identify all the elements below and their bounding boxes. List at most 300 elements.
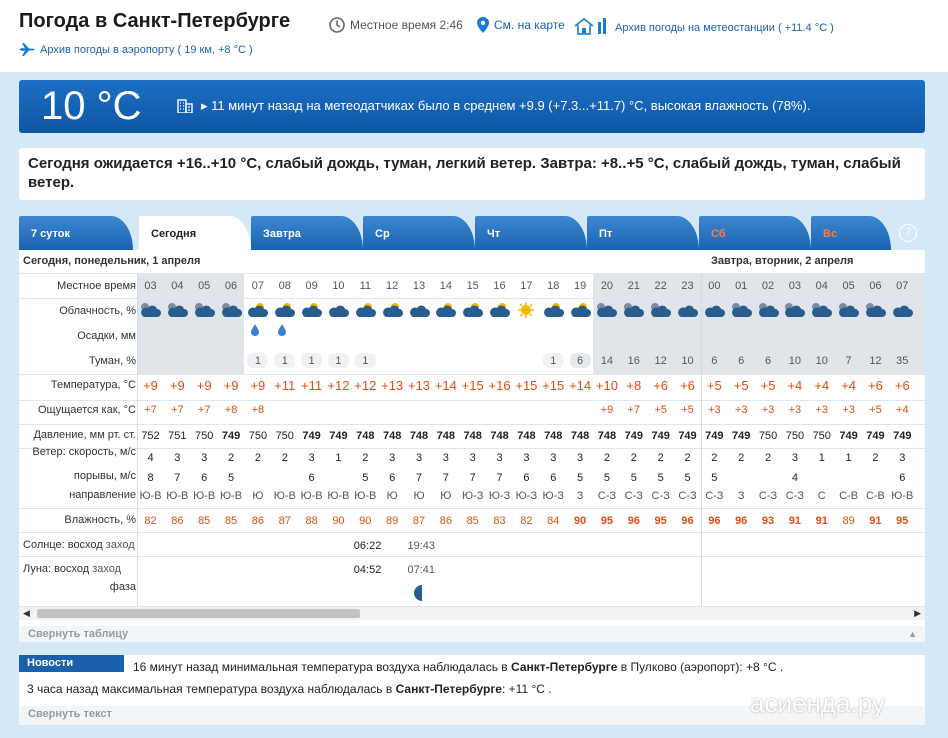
moon-label: Луна: восход заход <box>23 563 122 575</box>
humidity-cell: 89 <box>386 515 399 527</box>
clock-icon <box>329 17 345 33</box>
news-line-2: 3 часа назад максимальная температура воздуха наблюдалась в Санкт-Петербурге: +11 °C . <box>27 682 552 696</box>
wind-cell: 2 <box>657 452 664 464</box>
fog-cell: 12 <box>869 355 882 367</box>
fog-cell: 1 <box>550 355 557 367</box>
direction-cell: С-З <box>597 490 617 502</box>
pressure-cell: 749 <box>624 430 643 442</box>
temp-cell: +15 <box>515 378 538 393</box>
hours-cell: 00 <box>708 280 721 292</box>
gusts-cell: 5 <box>657 472 664 484</box>
direction-cell: Ю-В <box>193 490 216 502</box>
humidity-cell: 86 <box>171 515 184 527</box>
humidity-cell: 96 <box>681 515 694 527</box>
gusts-cell: 5 <box>603 472 610 484</box>
cloud-icon <box>703 301 727 322</box>
gusts-cell: 4 <box>791 472 798 484</box>
direction-cell: Ю-В <box>273 490 296 502</box>
humidity-cell: 93 <box>761 515 775 527</box>
day-tabs <box>19 216 925 250</box>
wind-cell: 3 <box>523 452 530 464</box>
pressure-cell: 750 <box>812 430 831 442</box>
temp-cell: +12 <box>327 378 350 393</box>
row-label-feels: Ощущается как, °C <box>37 404 136 416</box>
tab-1[interactable]: Сегодня <box>139 216 251 251</box>
wind-cell: 3 <box>577 452 584 464</box>
humidity-cell: 96 <box>627 515 640 527</box>
pressure-cell: 749 <box>866 430 885 442</box>
wind-cell: 1 <box>818 452 825 464</box>
fog-cell: 1 <box>362 355 369 367</box>
hours-cell: 17 <box>520 280 533 292</box>
fog-cell: 1 <box>335 355 342 367</box>
direction-cell: Ю-З <box>488 490 511 502</box>
wind-cell: 2 <box>281 452 288 464</box>
direction-cell: Ю-В <box>354 490 377 502</box>
cloud-icon <box>542 301 566 322</box>
pressure-cell: 749 <box>329 430 348 442</box>
gusts-cell: 6 <box>201 472 208 484</box>
wind-cell: 3 <box>415 452 423 464</box>
tab-0[interactable]: 7 суток <box>19 216 133 250</box>
feels-cell: +3 <box>842 404 855 416</box>
feels-cell: +3 <box>708 404 721 416</box>
pressure-cell: 750 <box>785 430 805 442</box>
temp-cell: +11 <box>274 378 296 393</box>
wind-cell: 2 <box>684 452 691 464</box>
wind-cell: 2 <box>711 452 718 464</box>
wind-cell: 2 <box>872 452 879 464</box>
direction-cell: З <box>576 490 584 502</box>
header <box>0 0 948 72</box>
gusts-cell: 5 <box>227 472 235 484</box>
hours-cell: 03 <box>144 280 157 292</box>
direction-cell: С-В <box>865 490 885 502</box>
cloud-icon <box>837 301 861 322</box>
humidity-cell: 96 <box>735 515 748 527</box>
humidity-cell: 90 <box>332 515 345 527</box>
hours-cell: 12 <box>386 280 399 292</box>
hours-cell: 04 <box>815 280 828 292</box>
direction-cell: С-З <box>651 490 670 502</box>
horizontal-scrollbar[interactable] <box>19 606 925 620</box>
row-label-direction: направление <box>69 489 136 501</box>
feels-cell: +9 <box>600 404 614 416</box>
tab-2[interactable]: Завтра <box>251 216 363 250</box>
fog-cell: 12 <box>654 355 667 367</box>
temp-cell: +9 <box>223 378 239 393</box>
direction-cell: Ю <box>413 490 425 502</box>
pressure-cell: 748 <box>409 430 429 442</box>
plane-icon <box>19 43 35 56</box>
pressure-cell: 748 <box>463 430 482 442</box>
news-badge: Новости погоды <box>19 655 124 672</box>
sun-label: Солнце: восход заход <box>23 539 135 551</box>
row-label-gusts: порывы, м/с <box>73 470 136 482</box>
humidity-cell: 87 <box>412 515 426 527</box>
moon-phase-icon <box>412 584 428 605</box>
fog-cell: 1 <box>254 355 261 367</box>
humidity-cell: 86 <box>439 515 452 527</box>
fog-cell: 10 <box>681 355 694 367</box>
pressure-cell: 748 <box>490 430 509 442</box>
direction-cell: С-З <box>624 490 643 502</box>
pressure-cell: 748 <box>382 430 402 442</box>
hours-cell: 19 <box>573 280 587 292</box>
humidity-cell: 90 <box>359 515 372 527</box>
grid-line <box>19 424 925 425</box>
cloud-icon <box>354 301 378 322</box>
humidity-cell: 87 <box>278 515 291 527</box>
temp-cell: +13 <box>381 378 404 393</box>
feels-cell: +7 <box>197 404 211 416</box>
wind-cell: 3 <box>201 452 208 464</box>
hours-cell: 09 <box>305 280 318 292</box>
grid-line <box>19 606 925 607</box>
gusts-cell: 6 <box>308 472 315 484</box>
cloud-icon <box>408 301 432 322</box>
tab-4[interactable]: Чт <box>475 216 587 250</box>
pressure-cell: 748 <box>436 430 456 442</box>
temp-cell: +5 <box>733 378 749 393</box>
hours-cell: 13 <box>412 280 426 292</box>
fog-cell: 16 <box>627 355 640 367</box>
help-icon[interactable]: ? <box>899 224 917 242</box>
cloud-icon <box>327 301 351 322</box>
pressure-cell: 749 <box>893 430 912 442</box>
scroll-thumb[interactable] <box>37 609 360 618</box>
temp-cell: +5 <box>760 378 776 393</box>
row-label-fog: Туман, % <box>88 355 136 367</box>
humidity-cell: 91 <box>869 515 882 527</box>
humidity-cell: 95 <box>896 515 909 527</box>
fog-cell: 1 <box>308 355 315 367</box>
tab-7[interactable]: Вс <box>811 216 891 250</box>
pressure-cell: 750 <box>195 430 214 442</box>
hours-cell: 21 <box>627 280 640 292</box>
humidity-cell: 90 <box>573 515 587 527</box>
humidity-cell: 82 <box>520 515 533 527</box>
direction-cell: Ю-З <box>515 490 538 502</box>
wind-cell: 3 <box>174 452 181 464</box>
hours-cell: 01 <box>735 280 748 292</box>
direction-cell: С-З <box>678 490 697 502</box>
cloud-icon <box>622 301 646 322</box>
cloud-icon <box>193 301 217 322</box>
grid-line <box>19 400 925 401</box>
forecast-summary: Сегодня ожидается +16..+10 °C, слабый дождь, туман, легкий ветер. Завтра: +8..+5 °C, слабый дождь, туман, слабый ветер. <box>19 148 925 200</box>
temp-cell: +4 <box>841 378 856 393</box>
humidity-cell: 88 <box>305 515 318 527</box>
direction-cell: С <box>817 490 826 502</box>
hours-cell: 07 <box>896 280 909 292</box>
cloud-icon <box>810 301 834 322</box>
humidity-cell: 95 <box>600 515 614 527</box>
temp-cell: +4 <box>814 378 830 393</box>
pressure-cell: 748 <box>517 430 536 442</box>
gusts-cell: 6 <box>389 472 396 484</box>
humidity-cell: 83 <box>493 515 506 527</box>
grid-line <box>19 532 925 533</box>
temp-cell: +14 <box>569 378 592 393</box>
row-label-humidity: Влажность, % <box>64 514 136 526</box>
humidity-cell: 85 <box>198 515 211 527</box>
direction-cell: Ю <box>386 490 398 502</box>
current-temperature: 10 °C <box>41 84 142 128</box>
humidity-cell: 86 <box>251 515 265 527</box>
map-link[interactable]: См. на карте <box>477 17 565 33</box>
temp-cell: +9 <box>250 378 266 393</box>
wind-cell: 2 <box>362 452 369 464</box>
cloud-icon <box>891 301 915 322</box>
temp-cell: +4 <box>787 378 803 393</box>
feels-cell: +5 <box>681 404 694 416</box>
current-weather-box <box>19 80 925 133</box>
local-time: Местное время 2:46 <box>329 17 463 33</box>
wind-cell: 3 <box>308 452 315 464</box>
gusts-cell: 7 <box>442 472 449 484</box>
temp-cell: +8 <box>626 378 642 393</box>
feels-cell: +4 <box>896 404 909 416</box>
cloud-icon <box>864 301 888 322</box>
pressure-cell: 749 <box>705 430 724 442</box>
feels-cell: +7 <box>171 404 184 416</box>
cloud-icon <box>515 301 537 322</box>
sunset-time: 19:43 <box>407 540 436 552</box>
feels-cell: +3 <box>815 404 829 416</box>
pressure-cell: 750 <box>248 430 268 442</box>
hours-cell: 10 <box>332 280 345 292</box>
pressure-cell: 748 <box>570 430 590 442</box>
hours-cell: 14 <box>439 280 452 292</box>
gusts-cell: 6 <box>899 472 906 484</box>
direction-cell: Ю-З <box>461 490 484 502</box>
gusts-cell: 5 <box>684 472 691 484</box>
cloud-icon <box>461 301 485 322</box>
gusts-cell: 7 <box>469 472 476 484</box>
temp-cell: +6 <box>653 378 669 393</box>
moonset-time: 07:41 <box>407 564 436 576</box>
temp-cell: +9 <box>169 378 185 393</box>
fog-cell: 6 <box>738 355 745 367</box>
direction-cell: Ю <box>440 490 452 502</box>
cloud-icon <box>730 301 754 322</box>
hours-cell: 22 <box>654 280 667 292</box>
wind-cell: 3 <box>442 452 449 464</box>
pressure-cell: 750 <box>758 430 778 442</box>
row-label-temp: Температура, °C <box>50 379 136 391</box>
humidity-cell: 85 <box>466 515 479 527</box>
pressure-cell: 749 <box>651 430 670 442</box>
hours-cell: 03 <box>788 280 802 292</box>
direction-cell: Ю-В <box>139 490 162 502</box>
temp-cell: +9 <box>143 378 158 393</box>
hours-cell: 08 <box>278 280 291 292</box>
row-label-precip: Осадки, мм <box>77 330 136 342</box>
pressure-cell: 748 <box>597 430 617 442</box>
cloud-icon <box>595 301 619 322</box>
row-label-time: Местное время <box>57 280 136 292</box>
news-line-1: 16 минут назад минимальная температура воздуха наблюдалась в Санкт-Петербурге в Пулково (аэропорт): +8 °C . <box>133 660 784 674</box>
pressure-cell: 749 <box>732 430 751 442</box>
wind-cell: 3 <box>550 452 557 464</box>
hours-cell: 18 <box>547 280 560 292</box>
gusts-cell: 5 <box>577 472 584 484</box>
wind-cell: 2 <box>254 452 261 464</box>
grid-line <box>19 298 925 299</box>
humidity-cell: 96 <box>708 515 721 527</box>
temp-cell: +13 <box>407 378 431 393</box>
fog-cell: 6 <box>764 355 772 367</box>
scroll-left-icon[interactable]: ◀ <box>23 608 30 618</box>
grid-line <box>19 508 925 509</box>
wind-cell: 3 <box>899 452 906 464</box>
pressure-cell: 752 <box>141 430 160 442</box>
direction-cell: С-В <box>839 490 859 502</box>
row-label-pressure: Давление, мм рт. ст. <box>33 429 136 441</box>
day-header-tomorrow: Завтра, вторник, 2 апреля <box>711 255 854 267</box>
feels-cell: +3 <box>734 404 748 416</box>
moonrise-time: 04:52 <box>353 564 382 576</box>
gusts-cell: 5 <box>711 472 718 484</box>
cloud-icon <box>273 301 297 322</box>
hours-cell: 05 <box>842 280 855 292</box>
direction-cell: Ю-В <box>891 490 914 502</box>
scroll-right-icon[interactable]: ▶ <box>914 608 921 618</box>
cloud-icon <box>220 301 244 322</box>
gusts-cell: 6 <box>523 472 530 484</box>
cloud-icon <box>488 301 512 322</box>
wind-cell: 2 <box>630 452 637 464</box>
humidity-cell: 95 <box>654 515 667 527</box>
station-icon <box>574 17 610 35</box>
fog-cell: 35 <box>896 355 909 367</box>
gusts-cell: 7 <box>415 472 423 484</box>
hours-cell: 06 <box>224 280 238 292</box>
temp-cell: +10 <box>595 378 618 393</box>
hours-cell: 05 <box>198 280 211 292</box>
rain-icon <box>250 324 260 339</box>
cloud-icon <box>166 301 190 322</box>
wind-cell: 3 <box>469 452 476 464</box>
direction-cell: С-З <box>785 490 805 502</box>
direction-cell: С-З <box>705 490 724 502</box>
fog-cell: 1 <box>281 355 288 367</box>
wind-cell: 4 <box>147 452 154 464</box>
hours-cell: 07 <box>251 280 265 292</box>
temp-cell: +12 <box>354 378 377 393</box>
hours-cell: 23 <box>681 280 694 292</box>
temp-cell: +6 <box>894 378 910 393</box>
fog-cell: 7 <box>845 355 852 367</box>
row-label-wind_speed: Ветер: скорость, м/с <box>32 446 136 458</box>
feels-cell: +7 <box>627 404 641 416</box>
hourly-forecast-table <box>19 250 925 626</box>
feels-cell: +8 <box>224 404 238 416</box>
wind-cell: 1 <box>335 452 342 464</box>
gusts-cell: 7 <box>496 472 503 484</box>
cloud-icon <box>783 301 807 322</box>
pressure-cell: 748 <box>544 430 563 442</box>
collapse-table-button[interactable]: Свернуть таблицу ▲ <box>19 626 925 642</box>
direction-cell: Ю <box>252 490 264 502</box>
airport-archive-link[interactable]: Архив погоды в аэропорту ( 19 км, +8 °C ) <box>19 43 253 56</box>
feels-cell: +5 <box>869 404 882 416</box>
tab-5[interactable]: Пт <box>587 216 699 250</box>
pressure-cell: 749 <box>302 430 321 442</box>
pressure-cell: 748 <box>356 430 375 442</box>
temp-cell: +9 <box>196 378 212 393</box>
rain-icon <box>277 324 287 339</box>
fog-cell: 6 <box>711 355 718 367</box>
temp-cell: +14 <box>434 378 457 393</box>
station-archive-link[interactable]: Архив погоды на метеостанции ( +11.4 °C ) <box>574 17 834 35</box>
cloud-icon <box>649 301 673 322</box>
wind-cell: 2 <box>227 452 235 464</box>
cloud-icon <box>246 301 270 322</box>
fog-cell: 6 <box>577 355 584 367</box>
hours-cell: 11 <box>359 280 371 292</box>
temp-cell: +5 <box>706 378 722 393</box>
wind-cell: 3 <box>496 452 503 464</box>
temp-cell: +16 <box>488 378 511 393</box>
hours-cell: 06 <box>869 280 882 292</box>
row-label-cloud: Облачность, % <box>59 305 136 317</box>
temp-cell: +11 <box>301 378 323 393</box>
cloud-icon <box>434 301 458 322</box>
grid-line <box>19 374 925 375</box>
direction-cell: С-З <box>758 490 778 502</box>
temp-cell: +6 <box>868 378 883 393</box>
tab-6[interactable]: Сб <box>699 216 811 250</box>
temp-cell: +15 <box>461 378 484 393</box>
temp-cell: +15 <box>542 378 565 393</box>
feels-cell: +8 <box>251 404 265 416</box>
tab-3[interactable]: Ср <box>363 216 475 250</box>
humidity-cell: 91 <box>788 515 802 527</box>
feels-cell: +5 <box>654 404 667 416</box>
pressure-cell: 749 <box>839 430 858 442</box>
gusts-cell: 8 <box>147 472 154 484</box>
grid-line <box>19 448 925 449</box>
wind-cell: 2 <box>764 452 772 464</box>
hours-cell: 20 <box>600 280 614 292</box>
grid-line <box>19 273 925 274</box>
direction-cell: Ю-В <box>166 490 189 502</box>
collapse-text-button[interactable]: Свернуть текст <box>19 706 925 725</box>
humidity-cell: 91 <box>815 515 828 527</box>
humidity-cell: 82 <box>144 515 157 527</box>
cloud-icon <box>381 301 405 322</box>
gusts-cell: 7 <box>174 472 181 484</box>
cloud-icon <box>569 301 593 322</box>
direction-cell: З <box>737 490 745 502</box>
map-pin-icon <box>477 17 489 33</box>
hours-cell: 04 <box>171 280 184 292</box>
wind-cell: 3 <box>791 452 798 464</box>
day-header-today: Сегодня, понедельник, 1 апреля <box>23 255 201 267</box>
pressure-cell: 749 <box>678 430 697 442</box>
phase-label: фаза <box>109 581 136 593</box>
wind-cell: 2 <box>603 452 610 464</box>
wind-cell: 1 <box>845 452 852 464</box>
watermark: асиенда.ру <box>750 688 885 718</box>
wind-cell: 3 <box>389 452 396 464</box>
direction-cell: Ю-В <box>327 490 350 502</box>
humidity-cell: 85 <box>224 515 238 527</box>
fog-cell: 10 <box>815 355 828 367</box>
feels-cell: +7 <box>144 404 157 416</box>
